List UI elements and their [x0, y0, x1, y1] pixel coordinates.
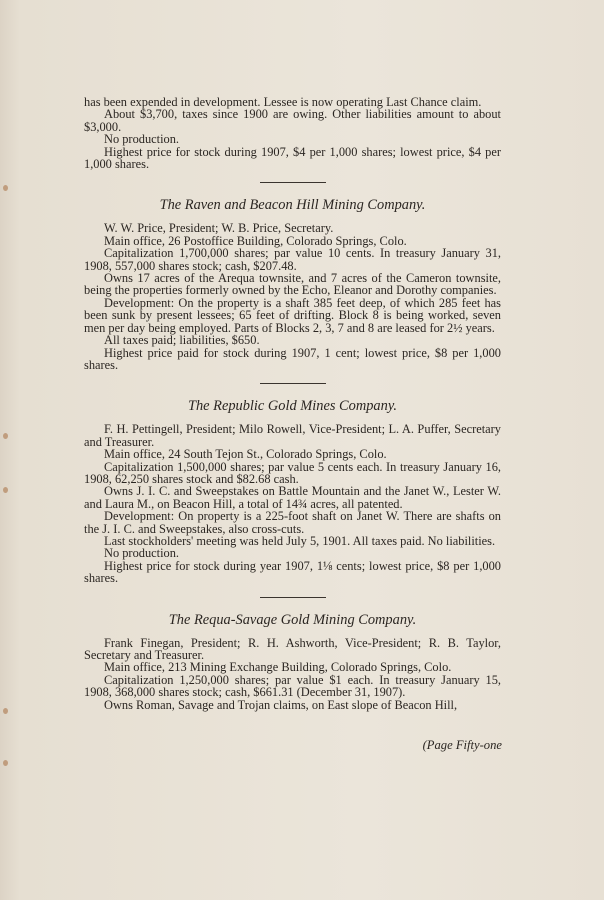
- intro-block: [84, 96, 501, 170]
- paragraph: has been expended in development. Lessee is now operating Last Chance claim.: [84, 95, 482, 109]
- section-divider: [260, 182, 326, 183]
- document-body: [84, 96, 501, 711]
- section-requa-savage: [84, 612, 501, 711]
- paragraph: Owns 17 acres of the Arequa townsite, and 7 acres of the Cameron townsite, being the properties formerly owned by the Echo, Eleanor and Dorothy companies.: [84, 271, 501, 298]
- paragraph: Last stockholders' meeting was held July 5, 1901. All taxes paid. No liabilities.: [104, 533, 496, 548]
- section-title: The Raven and Beacon Hill Mining Company.: [159, 197, 426, 214]
- paragraph: Main office, 24 South Tejon St., Colorado Springs, Colo.: [104, 447, 387, 462]
- paragraph: Highest price for stock during 1907, $4 per 1,000 shares; lowest price, $4 per 1,000 shares.: [84, 144, 501, 172]
- section-divider: [260, 383, 326, 384]
- paragraph: Owns Roman, Savage and Trojan claims, on East slope of Beacon Hill,: [104, 697, 458, 712]
- paragraph: Capitalization 1,700,000 shares; par value 10 cents. In treasury January 31, 1908, 557,000 shares stock; cash, $207.48.: [84, 246, 501, 273]
- paragraph: Capitalization 1,250,000 shares; par value $1 each. In treasury January 15, 1908, 368,000 shares stock; cash, $661.31 (December 31, 1907).: [84, 672, 501, 700]
- binding-hole: [3, 185, 8, 191]
- section-title: The Republic Gold Mines Company.: [187, 398, 398, 415]
- paragraph: Main office, 26 Postoffice Building, Colorado Springs, Colo.: [104, 233, 407, 248]
- page-number: (Page Fifty-one: [422, 738, 502, 752]
- paragraph: Owns J. I. C. and Sweepstakes on Battle Mountain and the Janet W., Lester W. and Laura M., on Beacon Hill, a total of 14¾ acres, all patented.: [84, 484, 501, 511]
- binding-hole: [3, 433, 8, 439]
- section-republic-gold-mines: [84, 398, 501, 584]
- paragraph: About $3,700, taxes since 1900 are owing. Other liabilities amount to about $3,000.: [84, 107, 501, 134]
- paragraph: Development: On property is a 225-foot shaft on Janet W. There are shafts on the J. I. C. and Sweepstakes, also cross-cuts.: [84, 509, 501, 536]
- binding-hole: [3, 760, 8, 766]
- section-divider: [260, 597, 326, 598]
- paragraph: Frank Finegan, President; R. H. Ashworth, Vice-President; R. B. Taylor, Secretary and Treasurer.: [84, 635, 501, 662]
- paragraph: Highest price for stock during year 1907, 1⅛ cents; lowest price, $8 per 1,000 shares.: [84, 558, 501, 586]
- paragraph: No production.: [104, 132, 180, 147]
- section-title: The Requa-Savage Gold Mining Company.: [168, 611, 417, 628]
- paragraph: F. H. Pettingell, President; Milo Rowell, Vice-President; L. A. Puffer, Secretary and Treasurer.: [84, 422, 501, 449]
- paragraph: Capitalization 1,500,000 shares; par value 5 cents each. In treasury January 16, 1908, 62,250 shares stock and $82.68 cash.: [84, 459, 501, 486]
- binding-hole: [3, 487, 8, 493]
- paragraph: No production.: [104, 546, 180, 561]
- paragraph: Highest price paid for stock during 1907, 1 cent; lowest price, $8 per 1,000 shares.: [84, 345, 501, 372]
- paragraph: W. W. Price, President; W. B. Price, Secretary.: [104, 221, 334, 236]
- paragraph: All taxes paid; liabilities, $650.: [104, 333, 260, 348]
- binding-hole: [3, 708, 8, 714]
- paragraph: Main office, 213 Mining Exchange Building, Colorado Springs, Colo.: [104, 660, 452, 675]
- section-raven-beacon-hill: [84, 197, 501, 371]
- paragraph: Development: On the property is a shaft 385 feet deep, of which 285 feet has been sunk by present lessees; 65 feet of drifting. Block 8 is being worked, seven men per day being employed. Parts of Blocks 2, 3, 7 and 8 are leased for 2½ years.: [84, 295, 501, 335]
